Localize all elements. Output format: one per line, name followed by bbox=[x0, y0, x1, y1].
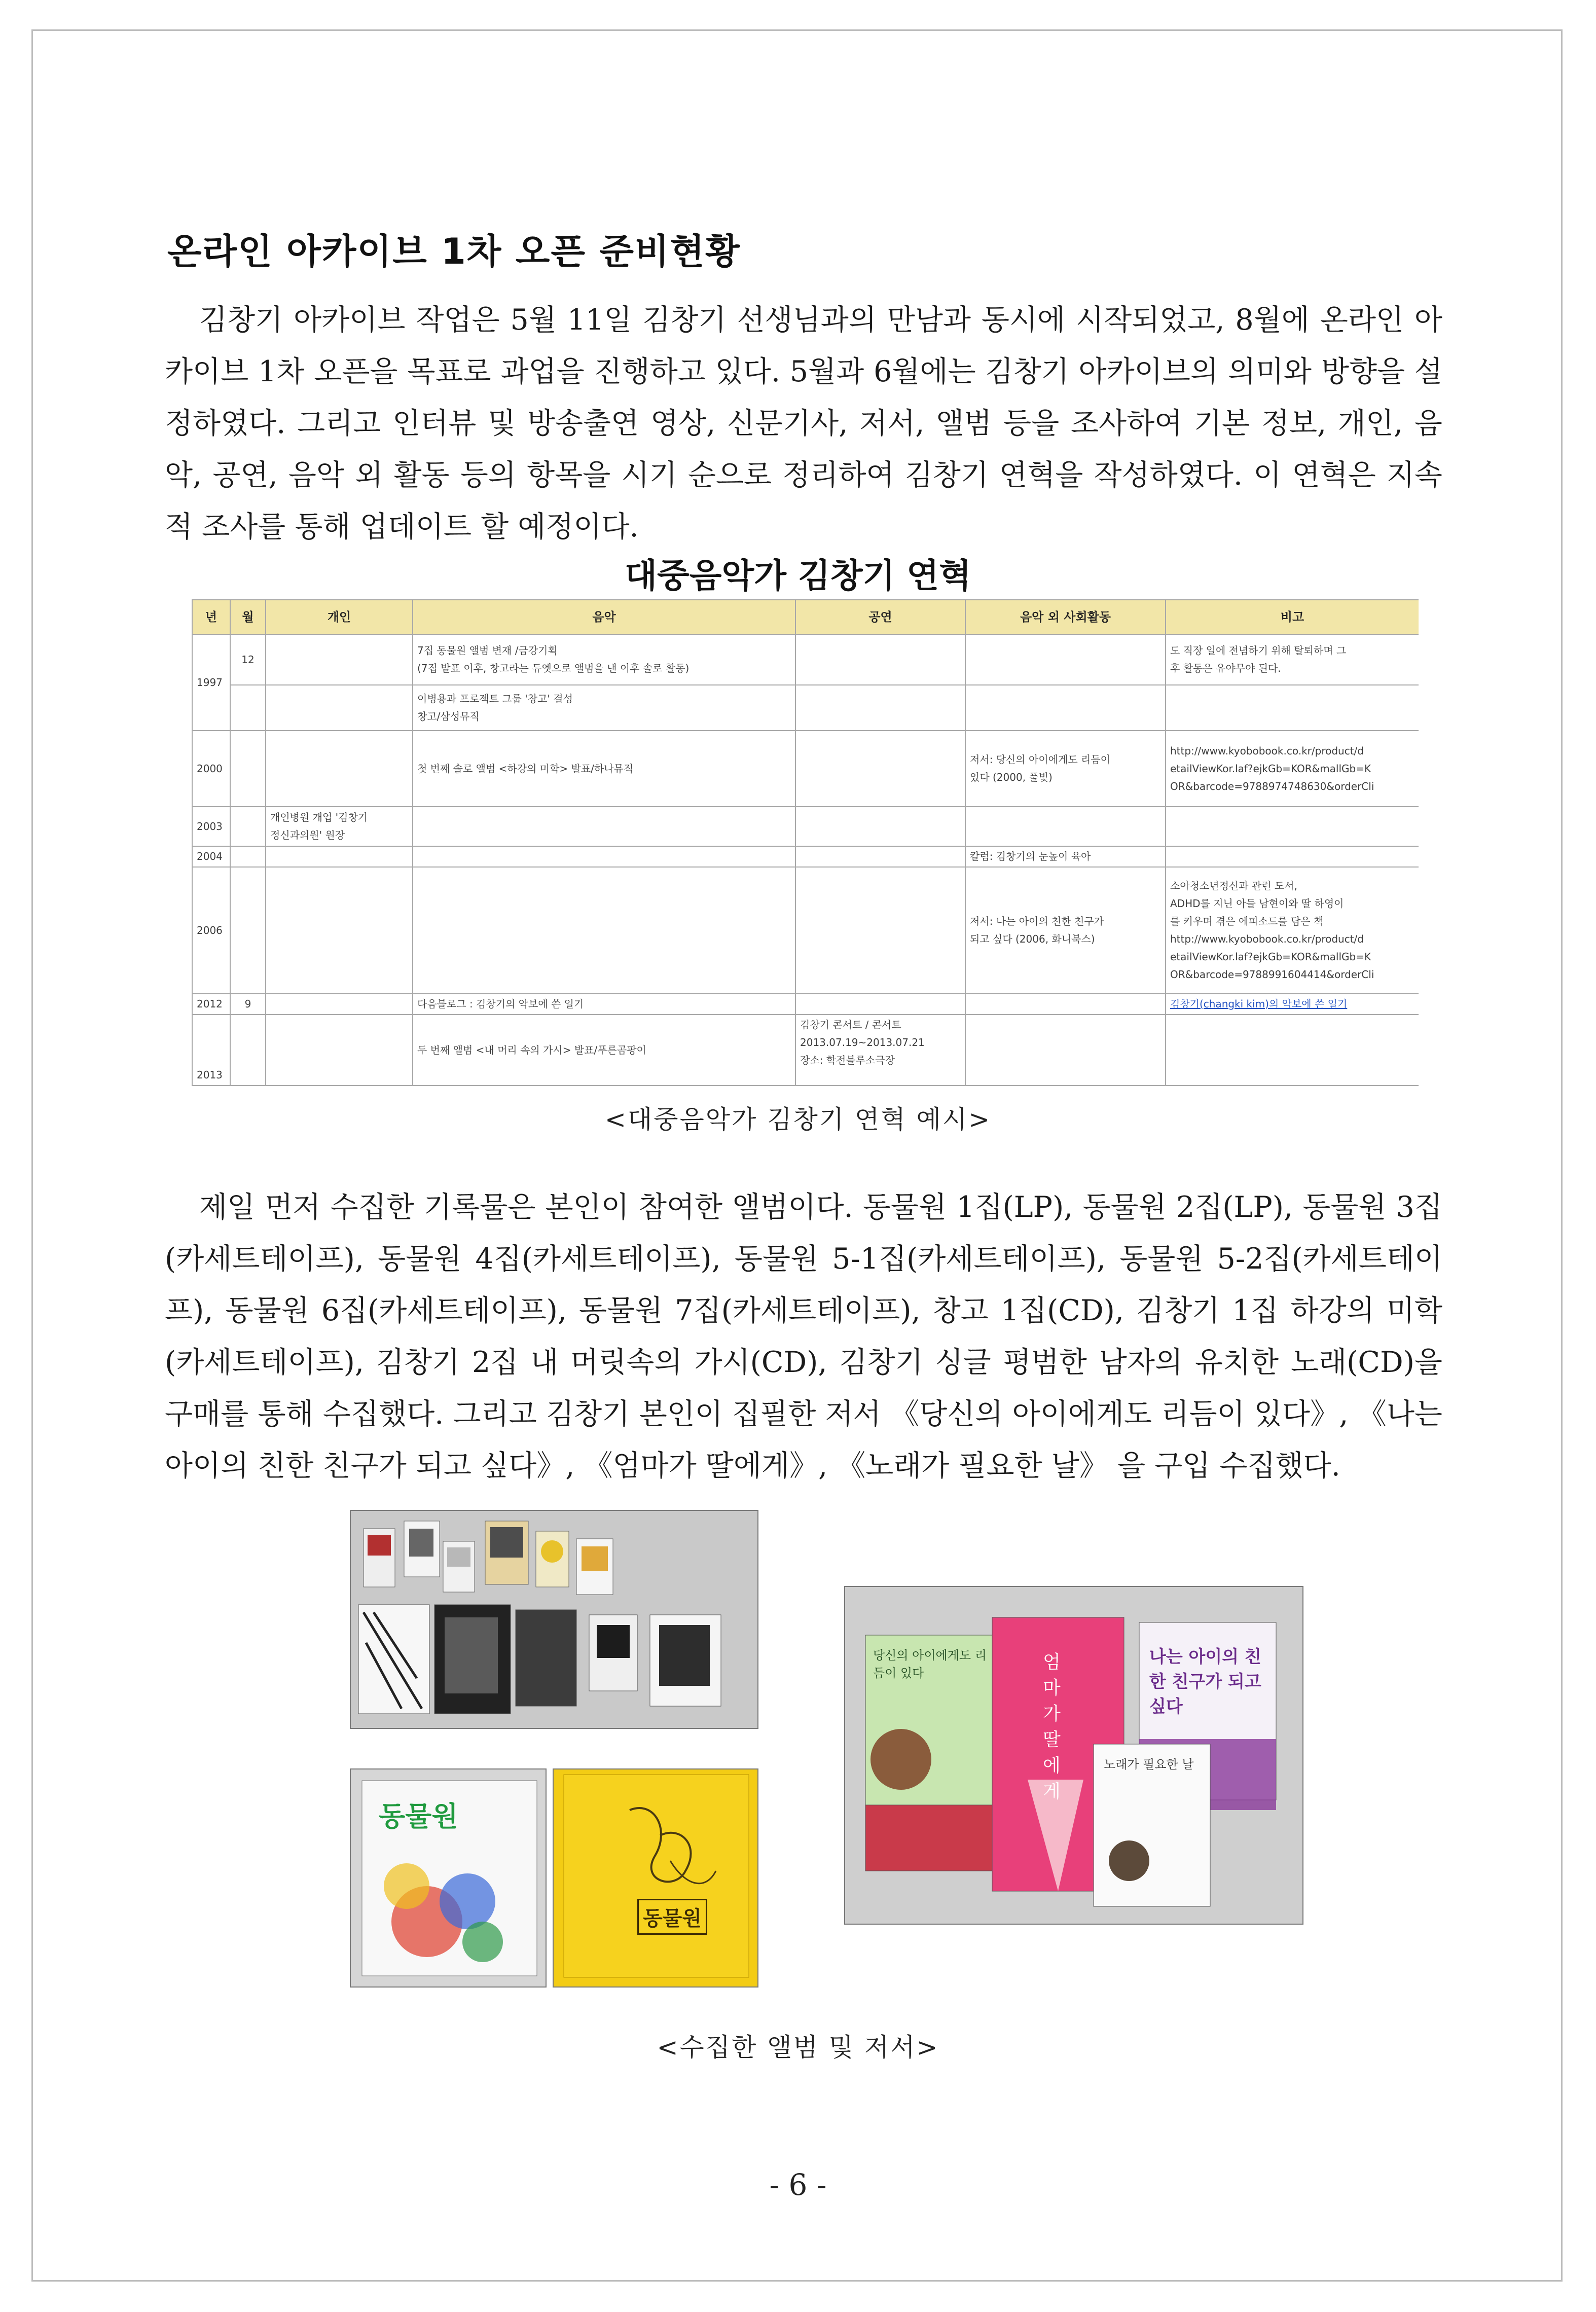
cell-music bbox=[413, 634, 795, 685]
col-note: 비고 bbox=[1166, 600, 1419, 634]
cell-music: 다음블로그 : 김창기의 악보에 쓴 일기 bbox=[413, 994, 795, 1015]
cell-line: etailViewKor.laf?ejkGb=KOR&mallGb=K bbox=[1170, 762, 1371, 775]
cell-month bbox=[230, 807, 266, 846]
cell-year: 2012 bbox=[192, 994, 230, 1015]
lp-album-1-photo bbox=[350, 1768, 547, 1988]
cell-year: 2004 bbox=[192, 846, 230, 867]
cell-social bbox=[965, 1015, 1166, 1086]
col-performance: 공연 bbox=[795, 600, 965, 634]
cell-line: 장소: 학전블루소극장 bbox=[800, 1054, 895, 1066]
table-header-row bbox=[192, 600, 1419, 634]
col-year: 년 bbox=[192, 600, 230, 634]
cell-performance bbox=[795, 1015, 965, 1086]
table-row bbox=[192, 1015, 1419, 1086]
book-2-title: 엄마가 딸에게 bbox=[1043, 1652, 1061, 1802]
table-row bbox=[192, 731, 1419, 807]
cell-line: 창고/삼성뮤직 bbox=[417, 710, 480, 722]
book-4-title: 노래가 필요한 날 bbox=[1104, 1757, 1194, 1772]
cell-line: 저서: 나는 아이의 친한 친구가 bbox=[970, 915, 1104, 927]
cell-music bbox=[413, 807, 795, 846]
cell-line: 소아청소년정신과 관련 도서, bbox=[1170, 880, 1297, 892]
cell-note bbox=[1166, 846, 1419, 867]
cell-month: 9 bbox=[230, 994, 266, 1015]
table-caption: <대중음악가 김창기 연혁 예시> bbox=[604, 1105, 992, 1134]
page-number: - 6 - bbox=[769, 2168, 827, 2202]
table-row bbox=[192, 807, 1419, 846]
cell-performance bbox=[795, 685, 965, 731]
cell-social bbox=[965, 731, 1166, 807]
cell-social bbox=[965, 994, 1166, 1015]
cell-note bbox=[1166, 731, 1419, 807]
cell-month bbox=[230, 867, 266, 994]
lp-album-2-photo bbox=[553, 1768, 758, 1988]
timeline-table-screenshot bbox=[192, 599, 1419, 1094]
timeline-table bbox=[192, 599, 1419, 1086]
col-month: 월 bbox=[230, 600, 266, 634]
section-heading: 온라인 아카이브 1차 오픈 준비현황 bbox=[167, 231, 741, 272]
cell-performance bbox=[795, 731, 965, 807]
cell-music: 두 번째 앨범 <내 머리 속의 가시> 발표/푸른곰팡이 bbox=[413, 1015, 795, 1086]
cell-line: 이병용과 프로젝트 그룹 '창고' 결성 bbox=[417, 693, 573, 705]
photo-caption: <수집한 앨범 및 저서> bbox=[657, 2033, 939, 2062]
cell-personal bbox=[266, 807, 413, 846]
cell-line: OR&barcode=9788991604414&orderCli bbox=[1170, 968, 1374, 981]
cell-line: 후 활동은 유야무야 된다. bbox=[1170, 662, 1281, 674]
cell-performance bbox=[795, 807, 965, 846]
book-1-title: 당신의 아이에게도 리듬이 있다 bbox=[873, 1648, 987, 1680]
cell-note bbox=[1166, 634, 1419, 685]
table-row bbox=[192, 846, 1419, 867]
lp-album-2-illustration bbox=[554, 1769, 758, 1988]
cell-line: 를 키우며 겪은 에피소드를 담은 책 bbox=[1170, 915, 1324, 927]
cell-line: (7집 발표 이후, 창고라는 듀엣으로 앨범을 낸 이후 솔로 활동) bbox=[417, 662, 690, 674]
cell-line: 개인병원 개업 '김창기 bbox=[270, 811, 368, 823]
cell-month bbox=[230, 846, 266, 867]
cell-note-link[interactable]: 김창기(changki kim)의 악보에 쓴 일기 bbox=[1166, 994, 1419, 1015]
cell-line: OR&barcode=9788974748630&orderCli bbox=[1170, 780, 1374, 792]
table-row bbox=[192, 994, 1419, 1015]
cell-music bbox=[413, 685, 795, 731]
cell-personal bbox=[266, 1015, 413, 1086]
cell-note bbox=[1166, 1015, 1419, 1086]
cell-line: 저서: 당신의 아이에게도 리듬이 bbox=[970, 753, 1110, 766]
col-social: 음악 외 사회활동 bbox=[965, 600, 1166, 634]
cell-personal bbox=[266, 994, 413, 1015]
cell-music bbox=[413, 867, 795, 994]
cell-note bbox=[1166, 685, 1419, 731]
cell-line: 7집 동물원 앨범 변재 /금강기획 bbox=[417, 644, 558, 657]
col-music: 음악 bbox=[413, 600, 795, 634]
cell-year: 2006 bbox=[192, 867, 230, 994]
cell-month bbox=[230, 1015, 266, 1086]
cell-line: 도 직장 일에 전념하기 위해 탈퇴하며 그 bbox=[1170, 644, 1347, 657]
cell-year: 2003 bbox=[192, 807, 230, 846]
cell-month bbox=[230, 685, 266, 731]
cell-month: 12 bbox=[230, 634, 266, 685]
cell-personal bbox=[266, 685, 413, 731]
cell-line: http://www.kyobobook.co.kr/product/d bbox=[1170, 744, 1364, 757]
cell-social bbox=[965, 685, 1166, 731]
cassette-collection-illustration bbox=[351, 1511, 758, 1729]
col-personal: 개인 bbox=[266, 600, 413, 634]
table-row bbox=[192, 634, 1419, 685]
cell-line: 김창기 콘서트 / 콘서트 bbox=[800, 1019, 901, 1031]
cell-line: 있다 (2000, 풀빛) bbox=[970, 771, 1053, 783]
cell-personal bbox=[266, 634, 413, 685]
cell-note bbox=[1166, 867, 1419, 994]
cell-year: 2000 bbox=[192, 731, 230, 807]
table-row bbox=[192, 867, 1419, 994]
cell-line: http://www.kyobobook.co.kr/product/d bbox=[1170, 933, 1364, 945]
cell-personal bbox=[266, 867, 413, 994]
cell-music bbox=[413, 846, 795, 867]
cell-social bbox=[965, 867, 1166, 994]
cell-social: 칼럼: 김창기의 눈높이 육아 bbox=[965, 846, 1166, 867]
cell-music: 첫 번째 솔로 앨범 <하강의 미학> 발표/하나뮤직 bbox=[413, 731, 795, 807]
lp-album-2-title: 동물원 bbox=[637, 1899, 707, 1935]
intro-paragraph: 김창기 아카이브 작업은 5월 11일 김창기 선생님과의 만남과 동시에 시작되었고, 8월에 온라인 아카이브 1차 오픈을 목표로 과업을 진행하고 있다. 5월과 6월에는 김창기 아카이브의 의미와 방향을 설정하였다. 그리고 인터뷰 및 방송출연 영상, 신문기사, 저서, 앨범 등을 조사하여 기본 정보, 개인, 음악, 공연, 음악 외 활동 등의 항목을 시기 순으로 정리하여 김창기 연혁을 작성하였다. 이 연혁은 지속적 조사를 통해 업데이트 할 예정이다. bbox=[165, 303, 1442, 544]
cell-social bbox=[965, 634, 1166, 685]
collection-paragraph: 제일 먼저 수집한 기록물은 본인이 참여한 앨범이다. 동물원 1집(LP), 동물원 2집(LP), 동물원 3집(카세트테이프), 동물원 4집(카세트테이프), 동물원 5-1집(카세트테이프), 동물원 5-2집(카세트테이프), 동물원 6집(카세트테이프), 동물원 7집(카세트테이프), 창고 1집(CD), 김창기 1집 하강의 미학(카세트테이프), 김창기 2집 내 머릿속의 가시(CD), 김창기 싱글 평범한 남자의 유치한 노래(CD)을 구매를 통해 수집했다. 그리고 김창기 본인이 집필한 저서 《당신의 아이에게도 리듬이 있다》, 《나는 아이의 친한 친구가 되고 싶다》, 《엄마가 딸에게》, 《노래가 필요한 날》 을 구입 수집했다. bbox=[165, 1190, 1442, 1483]
cell-performance bbox=[795, 846, 965, 867]
cell-performance bbox=[795, 867, 965, 994]
cell-line: etailViewKor.laf?ejkGb=KOR&mallGb=K bbox=[1170, 951, 1371, 963]
book-3-title: 나는 아이의 친한 친구가 되고 싶다 bbox=[1149, 1647, 1261, 1717]
table-row bbox=[192, 685, 1419, 731]
cell-performance bbox=[795, 634, 965, 685]
books-illustration bbox=[845, 1587, 1303, 1925]
cell-month bbox=[230, 731, 266, 807]
lp-album-1-title: 동물원 bbox=[379, 1800, 458, 1832]
cell-line: 정신과의원' 원장 bbox=[270, 829, 345, 841]
cell-line: 2013.07.19~2013.07.21 bbox=[800, 1036, 925, 1049]
cell-year: 2013 bbox=[192, 1015, 230, 1086]
books-photo bbox=[844, 1586, 1303, 1925]
cell-note bbox=[1166, 807, 1419, 846]
cell-performance bbox=[795, 994, 965, 1015]
cell-line: ADHD를 지닌 아들 남현이와 딸 하영이 bbox=[1170, 897, 1344, 910]
cell-line: 되고 싶다 (2006, 화니북스) bbox=[970, 933, 1095, 945]
cell-personal bbox=[266, 731, 413, 807]
cell-year: 1997 bbox=[192, 634, 230, 731]
cell-social bbox=[965, 807, 1166, 846]
cell-personal bbox=[266, 846, 413, 867]
table-title: 대중음악가 김창기 연혁 bbox=[625, 556, 971, 595]
cassette-collection-photo bbox=[350, 1510, 758, 1729]
